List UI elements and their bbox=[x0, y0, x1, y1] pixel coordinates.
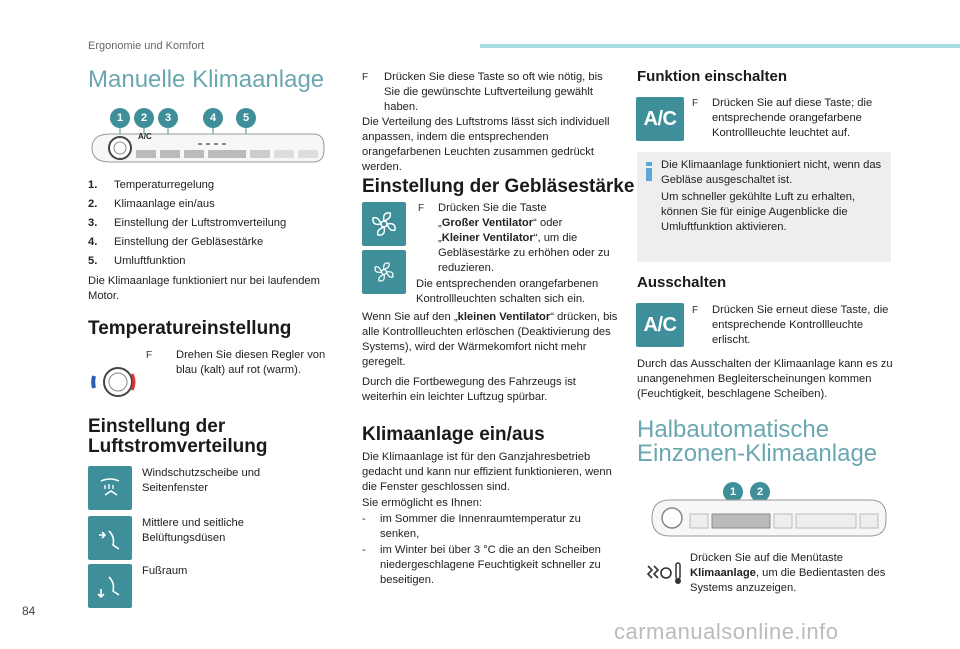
airflow-instruction: Drücken Sie diese Taste so oft wie nötig, bis Sie die gewünschte Luftverteilung gewählt haben. bbox=[384, 71, 603, 113]
watermark: carmanualsonline.info bbox=[614, 619, 839, 644]
off-paragraph: Durch das Ausschalten der Klimaanlage kann es zu unangenehmen Begleiterscheinungen kommen (Feuchtigkeit, beschlagene Scheiben). bbox=[637, 358, 893, 400]
info-icon bbox=[646, 162, 653, 181]
list-item: 2. Klimaanlage ein/aus bbox=[88, 198, 215, 210]
diagram-number: 3 bbox=[158, 108, 178, 128]
list-item: 4. Einstellung der Gebläsestärke bbox=[88, 236, 264, 248]
ac-button-icon: A/C bbox=[636, 97, 684, 141]
temperature-dial-icon bbox=[88, 362, 136, 402]
ac-heading: Klimaanlage ein/aus bbox=[362, 424, 545, 445]
control-list bbox=[88, 176, 286, 271]
section-title: Ergonomie und Komfort bbox=[88, 40, 205, 52]
engine-note: Die Klimaanlage funktioniert nur bei laufendem Motor. bbox=[88, 275, 320, 302]
on-heading: Funktion einschalten bbox=[637, 68, 788, 85]
info-text: Die Klimaanlage funktioniert nicht, wenn das Gebläse ausgeschaltet ist. bbox=[661, 159, 882, 186]
bullet: F bbox=[692, 305, 699, 316]
bullet: F bbox=[362, 72, 369, 83]
climate-menu-icon bbox=[644, 560, 686, 586]
semi-auto-panel-diagram bbox=[650, 480, 890, 542]
airflow-item-text: Fußraum bbox=[142, 565, 188, 577]
on-text: Drücken Sie auf diese Taste; die entsprechende orangefarbene Kontrollleuchte leuchtet auf. bbox=[712, 97, 873, 139]
airflow-paragraph: Die Verteilung des Luftstroms lässt sich individuell anpassen, indem die entsprechenden orangefarbenen Leuchten zusammen gedrückt werden. bbox=[362, 116, 610, 173]
panel-drawing bbox=[88, 126, 328, 170]
fan-paragraph: Die entsprechenden orangefarbenen Kontrollleuchten schalten sich ein. bbox=[416, 278, 599, 305]
info-text: Um schneller gekühlte Luft zu erhalten, können Sie für einige Augenblicke die Umluftfunktion aktivieren. bbox=[661, 191, 856, 233]
bullet: F bbox=[146, 350, 153, 361]
diagram-number: 1 bbox=[723, 482, 743, 502]
vent-icon bbox=[88, 516, 132, 560]
fan-instruction: Drücken Sie die Taste „Großer Ventilator“ oder „Kleiner Ventilator“, um die Gebläsestärke zu erhöhen oder zu reduzieren. bbox=[438, 202, 610, 274]
list-item: 1. Temperaturregelung bbox=[88, 179, 215, 191]
panel-ac-label: A/C bbox=[138, 132, 152, 141]
page-title: Manuelle Klimaanlage bbox=[88, 66, 325, 93]
fan-draft-paragraph: Durch die Fortbewegung des Fahrzeugs ist weiterhin ein leichter Luftzug spürbar. bbox=[362, 376, 576, 403]
info-box bbox=[637, 152, 891, 262]
footwell-icon bbox=[88, 564, 132, 608]
diagram-number: 2 bbox=[750, 482, 770, 502]
fan-off-paragraph: Wenn Sie auf den „kleinen Ventilator“ drücken, bis alle Kontrollleuchten erlöschen (Deaktivierung des Systems), wird der Wärmekomfort nicht mehr geregelt. bbox=[362, 311, 618, 368]
ac-button-icon: A/C bbox=[636, 303, 684, 347]
airflow-item-text: Mittlere und seitliche Belüftungsdüsen bbox=[142, 517, 244, 544]
airflow-heading-line2: Luftstromverteilung bbox=[88, 436, 268, 457]
off-text: Drücken Sie erneut diese Taste, die entsprechende Kontrollleuchte erlischt. bbox=[712, 304, 889, 346]
ac-paragraph: Die Klimaanlage ist für den Ganzjahresbetrieb gedacht und kann nur effizient funktionieren, wenn die Fenster geschlossen sind. bbox=[362, 451, 612, 493]
off-heading: Ausschalten bbox=[637, 274, 727, 291]
semi-auto-panel-drawing bbox=[650, 494, 890, 542]
list-item: 5. Umluftfunktion bbox=[88, 255, 186, 267]
temperature-heading: Temperatureinstellung bbox=[88, 318, 292, 339]
page-number: 84 bbox=[22, 604, 36, 618]
header-bar bbox=[480, 44, 960, 48]
ac-list-item: - im Winter bei über 3 °C die an den Scheiben niedergeschlagene Feuchtigkeit schneller zu beseitigen. bbox=[362, 544, 601, 586]
climate-panel-diagram bbox=[88, 108, 328, 168]
list-item: 3. Einstellung der Luftstromverteilung bbox=[88, 217, 287, 229]
menu-text: Drücken Sie auf die Menütaste Klimaanlage, um die Bedientasten des Systems anzuzeigen. bbox=[690, 552, 886, 594]
bullet: F bbox=[692, 98, 699, 109]
fan-large-icon bbox=[362, 202, 406, 246]
diagram-number: 4 bbox=[203, 108, 223, 128]
fan-small-icon bbox=[362, 250, 406, 294]
bullet: F bbox=[418, 203, 425, 214]
airflow-item-text: Windschutzscheibe und Seitenfenster bbox=[142, 467, 261, 494]
fan-heading: Einstellung der Gebläsestärke bbox=[362, 176, 635, 197]
semi-auto-heading-line1: Halbautomatische bbox=[637, 416, 830, 443]
ac-list-item: - im Sommer die Innenraumtemperatur zu senken, bbox=[362, 513, 581, 540]
semi-auto-heading-line2: Einzonen-Klimaanlage bbox=[637, 440, 878, 467]
windshield-icon bbox=[88, 466, 132, 510]
ac-paragraph: Sie ermöglicht es Ihnen: bbox=[362, 497, 483, 509]
temperature-text: Drehen Sie diesen Regler von blau (kalt) auf rot (warm). bbox=[176, 349, 326, 376]
diagram-number: 2 bbox=[134, 108, 154, 128]
diagram-number: 5 bbox=[236, 108, 256, 128]
airflow-heading-line1: Einstellung der bbox=[88, 416, 226, 437]
diagram-number: 1 bbox=[110, 108, 130, 128]
